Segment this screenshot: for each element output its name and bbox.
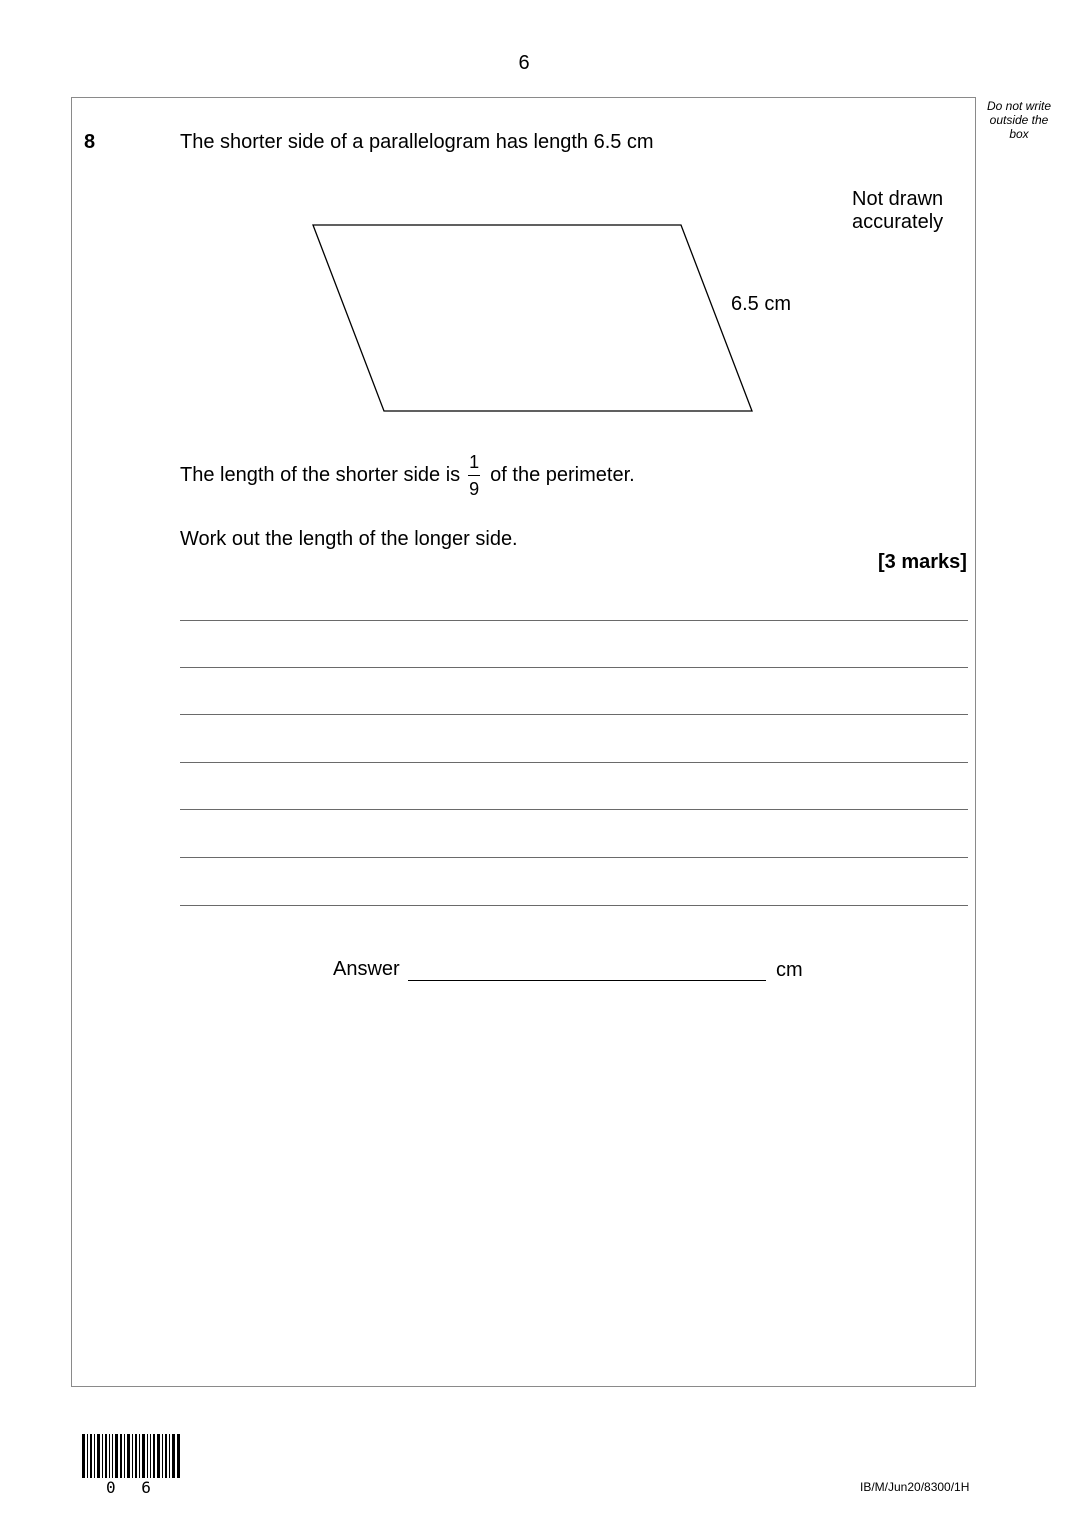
not-drawn-accurately-note: Not drawn accurately — [852, 188, 944, 233]
page-number: 6 — [518, 52, 530, 74]
fraction-bar — [468, 475, 480, 476]
marks-label: [3 marks] — [878, 551, 967, 573]
working-line[interactable] — [180, 857, 968, 858]
side-length-label: 6.5 cm — [731, 293, 792, 315]
fraction-denominator: 9 — [469, 479, 480, 499]
working-line[interactable] — [180, 905, 968, 906]
answer-input-line[interactable] — [408, 980, 766, 981]
margin-note: Do not write outside the box — [986, 99, 1052, 141]
working-line[interactable] — [180, 620, 968, 621]
fraction-text-after: of the perimeter. — [490, 464, 635, 486]
question-instruction: Work out the length of the longer side. — [180, 528, 518, 550]
question-number: 8 — [84, 131, 96, 153]
parallelogram-shape — [313, 225, 752, 411]
barcode-digits: 0 6 — [106, 1478, 159, 1497]
working-line[interactable] — [180, 809, 968, 810]
question-intro: The shorter side of a parallelogram has length 6.5 cm — [180, 131, 654, 153]
barcode-image — [82, 1434, 180, 1478]
fraction-text-before: The length of the shorter side is — [180, 464, 461, 486]
answer-unit: cm — [776, 959, 803, 981]
footer-code: IB/M/Jun20/8300/1H — [860, 1480, 970, 1494]
fraction-numerator: 1 — [469, 452, 480, 472]
working-line[interactable] — [180, 762, 968, 763]
fraction-statement — [180, 452, 635, 499]
working-line[interactable] — [180, 667, 968, 668]
fraction — [468, 452, 480, 499]
parallelogram-figure — [300, 215, 770, 420]
answer-label: Answer — [333, 958, 400, 980]
working-line[interactable] — [180, 714, 968, 715]
